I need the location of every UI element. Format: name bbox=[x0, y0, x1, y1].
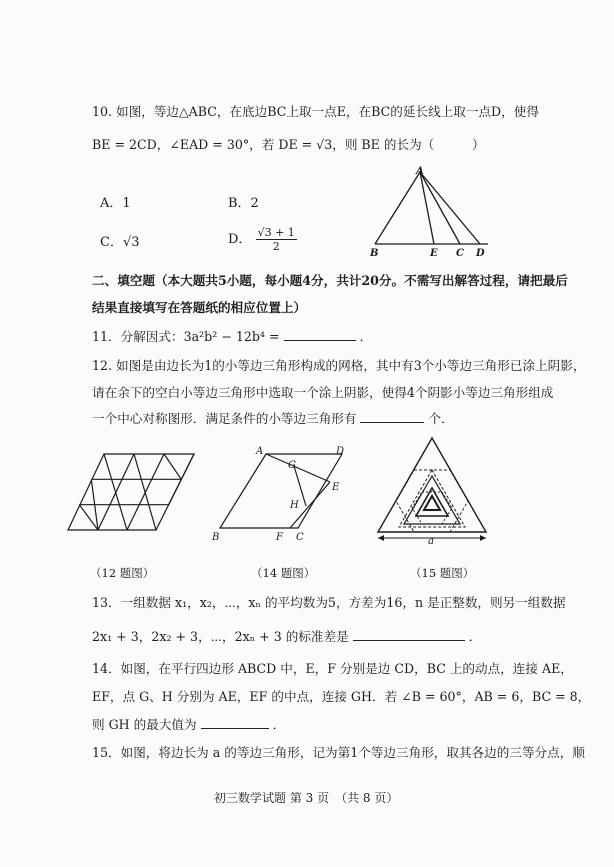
q12-line3-text: 一个中心对称图形．满足条件的小等边三角形有 bbox=[92, 411, 357, 426]
q12-figure bbox=[64, 452, 204, 534]
q10-line1: 10. 如图，等边△ABC，在底边BC上取一点E，在BC的延长线上取一点D，使得 bbox=[92, 104, 539, 119]
q14-figure bbox=[208, 444, 354, 542]
q10-option-a: A．1 bbox=[100, 196, 131, 211]
q12-line3 bbox=[92, 411, 454, 427]
q15-line1: 15．如图，将边长为 a 的等边三角形，记为第1个等边三角形，取其各边的三等分点，顺 bbox=[92, 745, 585, 760]
q10-line-ad bbox=[420, 172, 480, 244]
q12-grid-antidiag-1 bbox=[104, 454, 127, 530]
q12-answer-blank[interactable] bbox=[360, 422, 424, 423]
q14-line2: EF，点 G、H 分别为 AE，EF 的中点，连接 GH．若 ∠B = 60°，AB = 6，BC = 8， bbox=[92, 689, 591, 704]
q15-arrow-left bbox=[378, 535, 384, 541]
q13-line2 bbox=[92, 629, 481, 645]
q15-label-a: a bbox=[428, 536, 434, 546]
q10-label-a: A bbox=[416, 166, 424, 177]
q14-label-f: F bbox=[276, 532, 283, 542]
q10-label-b: B bbox=[370, 248, 379, 259]
q10-option-d bbox=[228, 226, 297, 253]
q10-option-d-prefix: D． bbox=[228, 232, 252, 247]
caption-fig15: （15 题图） bbox=[410, 566, 475, 580]
q10-option-b: B．2 bbox=[228, 196, 259, 211]
q14-label-h: H bbox=[290, 500, 299, 511]
q10-label-c: C bbox=[456, 248, 464, 259]
q10-side-ac bbox=[420, 172, 460, 244]
q10-option-d-fraction bbox=[256, 226, 297, 253]
section2-line2: 结果直接填写在答题纸的相应位置上） bbox=[92, 300, 307, 315]
q12-line2: 请在余下的空白小等边三角形中选取一个涂上阴影，使得4个阴影小等边三角形组成 bbox=[92, 385, 554, 400]
q14-label-d: D bbox=[336, 446, 345, 457]
q14-tail: ． bbox=[272, 717, 286, 732]
q10-figure bbox=[370, 166, 495, 260]
q14-line1: 14．如图，在平行四边形 ABCD 中，E，F 分别是边 CD，BC 上的动点，连接 AE， bbox=[92, 661, 573, 676]
q13-line1: 13．一组数据 x₁，x₂，⋯，xₙ 的平均数为5，方差为16，n 是正整数，则另一组数据 bbox=[92, 595, 566, 610]
q12-line3-tail: 个． bbox=[428, 411, 454, 426]
q13-answer-blank[interactable] bbox=[353, 640, 465, 641]
q14-answer-blank[interactable] bbox=[201, 728, 269, 729]
q13-tail: ． bbox=[468, 629, 482, 644]
q10-label-e: E bbox=[430, 248, 438, 259]
q14-label-e: E bbox=[332, 482, 340, 493]
q11-answer-blank[interactable] bbox=[284, 340, 356, 341]
q14-line3-text: 则 GH 的最大值为 bbox=[92, 717, 197, 732]
q10-option-d-denominator: 2 bbox=[272, 240, 280, 253]
q14-parallelogram bbox=[220, 454, 342, 528]
q10-line-ae bbox=[420, 172, 434, 244]
q15-dashed-hexagon bbox=[396, 470, 468, 532]
q12-line1: 12. 如图是由边长为1的小等边三角形构成的网格，其中有3个小等边三角形已涂上阴影， bbox=[92, 358, 586, 373]
page-footer: 初三数学试题 第 3 页 （共 8 页） bbox=[214, 791, 399, 805]
section2-line1: 二、填空题（本大题共5小题，每小题4分，共计20分。不需写出解答过程，请把最后 bbox=[92, 273, 568, 288]
q10-option-d-numerator: √3 + 1 bbox=[257, 226, 295, 239]
q12-grid-antidiag-2 bbox=[134, 454, 156, 530]
q14-label-b: B bbox=[212, 532, 220, 542]
q15-outer-triangle bbox=[378, 438, 486, 532]
q11-line bbox=[92, 329, 372, 345]
q15-figure bbox=[372, 432, 492, 546]
q13-line2-text: 2x₁ + 3，2x₂ + 3，⋯，2xₙ + 3 的标准差是 bbox=[92, 629, 349, 644]
q14-line3 bbox=[92, 717, 285, 733]
q12-grid-antidiag-3 bbox=[164, 454, 181, 479]
q10-side-ab bbox=[375, 172, 420, 244]
q10-label-d: D bbox=[476, 248, 485, 259]
q15-arrow-right bbox=[480, 535, 486, 541]
q14-label-g: G bbox=[288, 460, 296, 471]
q14-label-a: A bbox=[256, 446, 264, 457]
q10-line2: BE = 2CD，∠EAD = 30°，若 DE = √3，则 BE 的长为（ ） bbox=[92, 137, 485, 152]
q10-option-c: C．√3 bbox=[100, 235, 140, 250]
caption-fig12: （12 题图） bbox=[90, 566, 155, 580]
q11-tail: ． bbox=[359, 329, 373, 344]
q14-label-c: C bbox=[296, 532, 304, 542]
caption-fig14: （14 题图） bbox=[251, 566, 316, 580]
q11-text: 11．分解因式：3a²b² − 12b⁴ = bbox=[92, 329, 280, 344]
